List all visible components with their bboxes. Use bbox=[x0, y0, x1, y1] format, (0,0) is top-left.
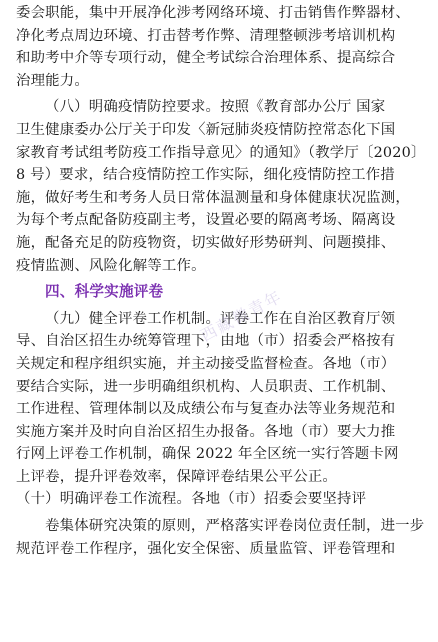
body-text-line: 导、自治区招生办统筹管理下，由地（市）招委会严格按有 bbox=[16, 333, 396, 350]
body-text-line: 和助考中介等专项行动，健全考试综合治理体系、提高综合 bbox=[16, 50, 396, 67]
body-text-line: 委会职能，集中开展净化涉考网络环境、打击销售作弊器材、 bbox=[16, 5, 410, 21]
body-text-line: 净化考点周边环境、打击替考作弊、清理整顿涉考培训机构 bbox=[16, 27, 396, 44]
body-text-line bbox=[16, 560, 424, 583]
body-text-line: 工作进程、管理体制以及成绩公布与复查办法等业务规范和 bbox=[16, 401, 396, 418]
document-page bbox=[16, 2, 424, 583]
body-text-line: 施，做好考生和考务人员日常体温测量和身体健康状况监测， bbox=[16, 189, 410, 206]
body-text-line: 要结合实际，进一步明确组织机构、人员职责、工作机制、 bbox=[16, 378, 396, 395]
body-text-line: 关规定和程序组织实施，并主动接受监督检查。各地（市） bbox=[16, 355, 396, 372]
paragraph-heading-line: （八）明确疫情防控要求。按照《教育部办公厅 国家 bbox=[45, 99, 386, 116]
body-text-line: 实施方案并及时向自治区招生办报备。各地（市）要大力推 bbox=[16, 423, 396, 440]
body-text-line: 行网上评卷工作机制，确保 2022 年全区统一实行答题卡网 bbox=[16, 446, 399, 463]
body-text-line: 家教育考试组考防疫工作指导意见〉的通知》（教学厅〔2020〕 bbox=[16, 144, 426, 161]
body-text-line: 卫生健康委办公厅关于印发〈新冠肺炎疫情防控常态化下国 bbox=[16, 121, 396, 138]
paragraph-heading-line: 卷集体研究决策的原则，严格落实评卷岗位责任制，进一步 bbox=[45, 518, 425, 535]
body-text-line: 规范评卷工作程序，强化安全保密、质量监管、评卷管理和 bbox=[16, 540, 396, 557]
body-text-line: 上评卷，提升评卷效率，保障评卷结果公平公正。 bbox=[16, 468, 337, 485]
paragraph-heading-line: （九）健全评卷工作机制。评卷工作在自治区教育厅领 bbox=[45, 310, 396, 327]
body-text-line: 为每个考点配备防疫副主考，设置必要的隔离考场、隔离设 bbox=[16, 212, 396, 229]
body-text-line: 8 号）要求，结合疫情防控工作实际，细化疫情防控工作措 bbox=[16, 167, 395, 184]
body-text-line: 治理能力。 bbox=[16, 72, 89, 89]
body-text-line: （十）明确评卷工作流程。各地（市）招委会要坚持评 bbox=[16, 491, 367, 508]
body-text-line: 施，配备充足的防疫物资，切实做好形势研判、问题摸排、 bbox=[16, 234, 396, 251]
section-heading: 四、科学实施评卷 bbox=[45, 283, 164, 301]
body-text-line: 疫情监测、风险化解等工作。 bbox=[16, 257, 206, 274]
watermark-text: 西藏微青年 bbox=[197, 286, 286, 346]
